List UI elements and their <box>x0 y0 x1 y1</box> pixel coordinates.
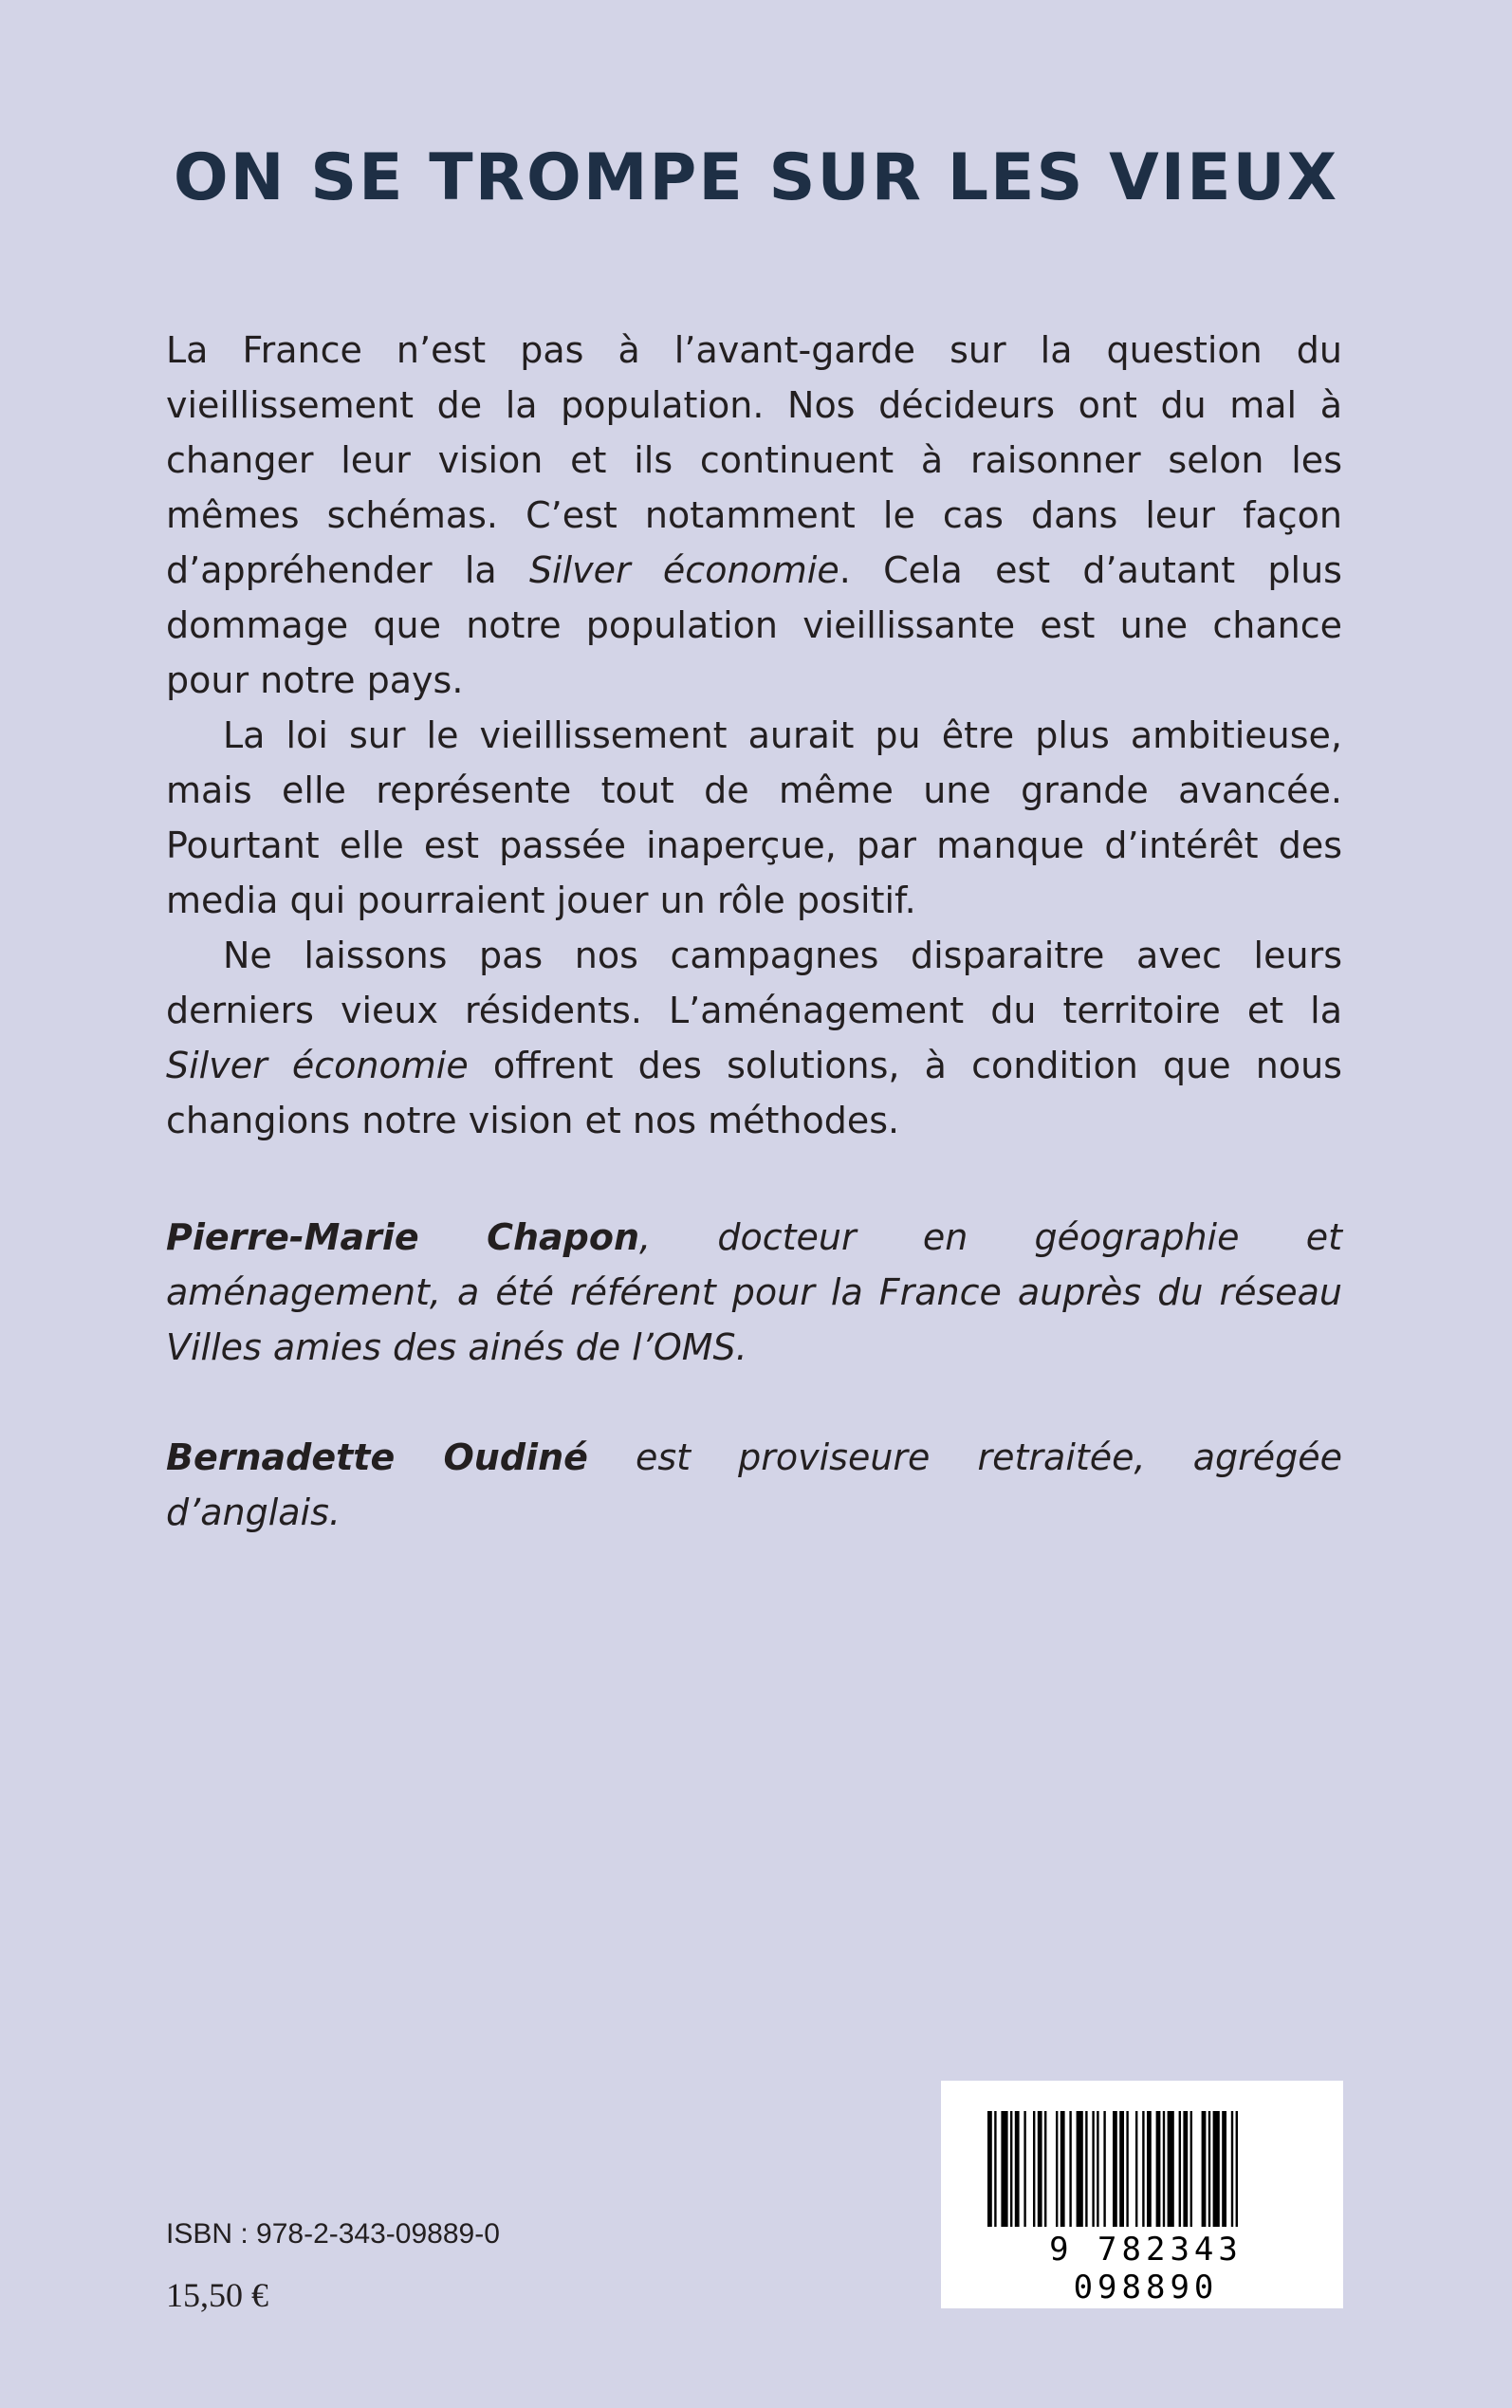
barcode-bar <box>1119 2111 1124 2227</box>
barcode-bar <box>1060 2111 1065 2227</box>
barcode-bar <box>1163 2111 1165 2227</box>
barcode-bar <box>1015 2111 1020 2227</box>
blurb-paragraph-3: Ne laissons pas nos campagnes disparaitre avec leurs derniers vieux résidents. L’aménagement du territoire et la Silver économie offrent des solutions, à condition que nous changions notre vision et nos méthodes. <box>166 935 1342 1141</box>
barcode-bar <box>987 2111 992 2227</box>
barcode-bar <box>1179 2111 1181 2227</box>
barcode-bar <box>1103 2111 1105 2227</box>
price: 15,50 € <box>166 2276 268 2314</box>
barcode-bar <box>1092 2111 1094 2227</box>
barcode-bar <box>1033 2111 1035 2227</box>
barcode-bar <box>1202 2111 1207 2227</box>
barcode-bars <box>984 2111 1302 2246</box>
barcode-bar <box>1038 2111 1042 2227</box>
barcode-bar <box>1190 2111 1192 2227</box>
author-name-1: Pierre-Marie Chapon <box>166 1216 640 1258</box>
barcode-bar <box>1168 2111 1174 2227</box>
barcode-digits: 9 782343 098890 <box>1049 2231 1243 2306</box>
barcode-bar <box>1156 2111 1161 2227</box>
back-cover-blurb <box>166 323 1342 1148</box>
barcode-bar <box>1077 2111 1083 2227</box>
barcode-bar <box>1023 2111 1025 2227</box>
author-bio-1: Pierre-Marie Chapon, docteur en géographie et aménagement, a été référent pour la France auprès du réseau Villes amies des ainés de l’OMS. <box>166 1216 1342 1368</box>
blurb-paragraph-2: La loi sur le vieillissement aurait pu être plus ambitieuse, mais elle représente tout de même une grande avancée. Pourtant elle est passée inaperçue, par manque d’intérêt des media qui pourraient jouer un rôle positif. <box>166 714 1342 921</box>
barcode-bar <box>1147 2111 1152 2227</box>
barcode-bar <box>1069 2111 1071 2227</box>
barcode-bar <box>1213 2111 1220 2227</box>
barcode-bar <box>1097 2111 1098 2227</box>
barcode-bar <box>1183 2111 1188 2227</box>
barcode-bar <box>1231 2111 1233 2227</box>
barcode-bar <box>1056 2111 1058 2227</box>
barcode-bar <box>1236 2111 1238 2227</box>
barcode-bar <box>1208 2111 1210 2227</box>
author-bio-2: Bernadette Oudiné est proviseure retraitée, agrégée d’anglais. <box>166 1436 1342 1533</box>
barcode-bar <box>1126 2111 1128 2227</box>
barcode-bar <box>1085 2111 1087 2227</box>
isbn-number: ISBN : 978-2-343-09889-0 <box>166 2218 500 2250</box>
blurb-paragraph-1: La France n’est pas à l’avant-garde sur la question du vieillissement de la population. Nos décideurs ont du mal à changer leur vision et ils continuent à raisonner selon les mêmes schémas. C’est notamment le cas dans leur façon d’appréhender la Silver économie. Cela est d’autant plus dommage que notre population vieillissante est une chance pour notre pays. <box>166 329 1342 701</box>
barcode-bar <box>1001 2111 1007 2227</box>
barcode-bar <box>1222 2111 1226 2227</box>
barcode <box>941 2081 1343 2308</box>
book-title: ON SE TROMPE SUR LES VIEUX <box>173 140 1339 215</box>
barcode-bar <box>1113 2111 1117 2227</box>
barcode-bar <box>1010 2111 1012 2227</box>
barcode-bar <box>994 2111 996 2227</box>
barcode-bar <box>1044 2111 1046 2227</box>
author-name-2: Bernadette Oudiné <box>166 1436 588 1478</box>
barcode-bar <box>1142 2111 1144 2227</box>
barcode-bar <box>1135 2111 1137 2227</box>
